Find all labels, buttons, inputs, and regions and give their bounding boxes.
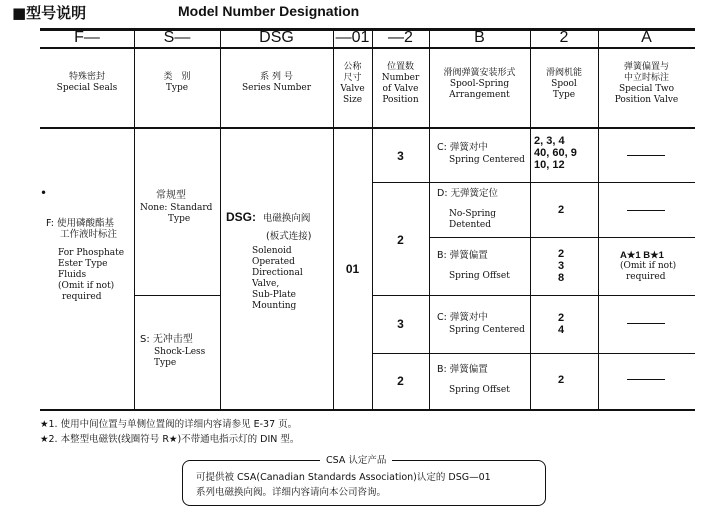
special-two-position-ab [620, 250, 694, 283]
arrangement-en: No-Spring [449, 209, 496, 219]
position-value: 2 [397, 233, 404, 247]
series-zh2: (板式连接) [266, 231, 312, 242]
header-line: of Valve [382, 84, 419, 94]
ab-omit-line: required [626, 272, 666, 282]
dash-mark [627, 323, 665, 324]
type-zh: 常规型 [156, 190, 186, 201]
header-line: Valve [340, 84, 365, 94]
seal-en-line: For Phosphate [58, 248, 125, 258]
row-separator [134, 295, 220, 296]
type-shockless [140, 334, 218, 369]
arrangement-en: Spring Centered [449, 325, 525, 335]
header-type [134, 72, 220, 94]
csa-title: CSA 认定产品 [320, 452, 392, 466]
code-dsg: DSG [259, 29, 294, 46]
type-zh: S: 无冲击型 [140, 334, 193, 345]
header-line: 尺寸 [343, 73, 362, 83]
header-line: Arrangement [449, 90, 510, 100]
header-spool-type [530, 68, 598, 101]
series-en-line: Solenoid [252, 246, 292, 256]
header-line: 位置数 [386, 62, 414, 72]
header-en: Special Seals [56, 83, 118, 93]
header-en: Type [165, 83, 189, 93]
code-2-spool: 2 [559, 29, 569, 46]
header-line: 滑阀弹簧安装形式 [443, 68, 516, 78]
seal-zh-line: F: 使用磷酸酯基 [46, 218, 114, 229]
header-line: Spool [551, 79, 577, 89]
header-line: 弹簧偏置与 [623, 62, 669, 72]
header-zh: 特殊密封 [68, 72, 105, 82]
position-value: 3 [397, 317, 404, 331]
spool-line: 2, 3, 4 [534, 135, 565, 147]
header-special-seals [40, 72, 134, 94]
arrangement-row [437, 188, 529, 231]
spool-type-values [558, 204, 578, 216]
spool-type-values [534, 135, 598, 171]
csa-line: 可提供被 CSA(Canadian Standards Association)认定的 DSG—01 [196, 472, 491, 483]
header-bottom-rule [40, 127, 695, 129]
series-title-line [226, 212, 331, 225]
title-en: Model Number Designation [178, 3, 360, 19]
series-zh: 电磁换向阀 [262, 213, 311, 224]
spool-type-values [558, 248, 578, 284]
ab-marks: A★1 B★1 [620, 250, 664, 261]
header-series-number [220, 72, 333, 94]
spool-line: 3 [558, 260, 565, 272]
spool-type-values [558, 374, 578, 386]
spool-line: 2 [558, 374, 565, 386]
header-line: 中立时标注 [623, 73, 669, 83]
table-bottom-rule [40, 409, 695, 411]
header-line: Spool-Spring [449, 79, 510, 89]
header-line: Position [382, 95, 419, 105]
arrangement-row [437, 142, 529, 166]
title-zh: ■型号说明 [12, 4, 87, 22]
code-01: —01 [335, 29, 370, 46]
type-standard [140, 190, 218, 225]
footnote-1: ★1. 使用中间位置与单侧位置阀的详细内容请参见 E-37 页。 [40, 419, 298, 430]
spool-line: 40, 60, 9 [534, 147, 577, 159]
dash-mark [627, 155, 665, 156]
type-en-line: Shock-Less [154, 347, 206, 357]
arrangement-row [437, 364, 529, 396]
csa-body [196, 470, 536, 500]
seal-omit-line: (Omit if not) [58, 281, 115, 291]
csa-line: 系列电磁换向阀。详细内容请向本公司咨询。 [196, 487, 387, 498]
header-zh: 类 别 [163, 72, 191, 82]
series-code: DSG: [226, 210, 256, 224]
spool-line: 4 [558, 324, 565, 336]
seal-en-line: Ester Type [58, 259, 108, 269]
header-line: Size [342, 95, 363, 105]
header-en: Series Number [241, 83, 312, 93]
spool-line: 2 [558, 248, 565, 260]
row-separator [372, 182, 695, 183]
series-en-line: Directional [252, 268, 303, 278]
code-bottom-rule [40, 47, 695, 49]
bullet-mark: • [40, 186, 48, 200]
spool-line: 8 [558, 272, 565, 284]
spool-line: 2 [558, 204, 565, 216]
row-separator [429, 237, 695, 238]
ab-omit-line: (Omit if not) [620, 261, 677, 271]
arrangement-zh: C: 弹簧对中 [437, 142, 488, 153]
series-en-line: Sub-Plate [252, 290, 297, 300]
header-zh: 系 列 号 [260, 72, 293, 82]
arrangement-zh: B: 弹簧偏置 [437, 364, 488, 375]
row-separator [372, 295, 695, 296]
series-en-line: Mounting [252, 301, 297, 311]
arrangement-en: Spring Offset [449, 385, 510, 395]
footnote-2: ★2. 本整型电磁铁(线圈符号 R★)不带通电指示灯的 DIN 型。 [40, 434, 300, 445]
type-en-line: Type [168, 214, 191, 224]
seal-en-line: Fluids [58, 270, 87, 280]
arrangement-en: Detented [449, 220, 491, 230]
code-s: S— [163, 29, 191, 46]
header-spool-spring [429, 68, 530, 101]
spool-line: 2 [558, 312, 565, 324]
arrangement-row [437, 250, 529, 282]
type-en-line: Type [154, 358, 177, 368]
code-b: B [474, 29, 485, 46]
series-en-line: Operated [252, 257, 295, 267]
code-a: A [641, 29, 652, 46]
header-line: Special Two [618, 84, 675, 94]
dash-mark [627, 210, 665, 211]
dash-mark [627, 379, 665, 380]
spool-line: 10, 12 [534, 159, 565, 171]
series-cell [226, 212, 331, 312]
valve-size-value: 01 [345, 262, 360, 276]
position-value: 2 [397, 374, 404, 388]
arrangement-en: Spring Centered [449, 155, 525, 165]
arrangement-row [437, 312, 529, 336]
special-seals-body [46, 218, 134, 303]
header-line: Position Valve [614, 95, 679, 105]
arrangement-zh: D: 无弹簧定位 [437, 188, 499, 199]
spool-type-values [558, 312, 578, 336]
code-2: —2 [388, 29, 413, 46]
header-special-two-position [598, 62, 695, 106]
header-line: Number [381, 73, 420, 83]
seal-omit-line: required [62, 292, 102, 302]
series-en-line: Valve, [252, 279, 280, 289]
header-line: 公称 [343, 62, 362, 72]
type-en-line: None: Standard [140, 203, 213, 213]
header-valve-size [333, 62, 372, 106]
arrangement-zh: B: 弹簧偏置 [437, 250, 488, 261]
seal-zh-line: 工作液时标注 [60, 229, 118, 240]
position-value: 3 [397, 149, 404, 163]
row-separator [372, 353, 695, 354]
header-line: Type [552, 90, 576, 100]
header-valve-position [372, 62, 429, 106]
arrangement-en: Spring Offset [449, 271, 510, 281]
arrangement-zh: C: 弹簧对中 [437, 312, 488, 323]
code-f: F— [74, 29, 100, 46]
header-line: 滑阀机能 [545, 68, 582, 78]
